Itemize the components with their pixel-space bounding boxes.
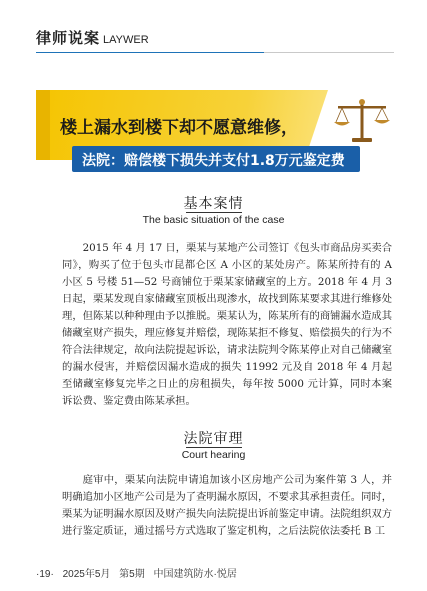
section-divider: [36, 52, 264, 53]
section-divider-gray: [264, 52, 394, 53]
section-heading-court: 法院审理: [183, 431, 244, 447]
section-label: 律师说案: [36, 29, 101, 47]
issue-number: 第5期: [119, 569, 145, 580]
court-hearing-paragraph: 庭审中，栗某向法院申请追加该小区房地产公司为案件第 3 人，并明确追加小区地产公司是为了查明漏水原因，不要求其承担责任。同时，栗某为证明漏水原因及财产损失向法院提出诉前鉴定申请。法院组织双方进行鉴定质证，通过摇号方式选取了鉴定机构，之后法院依法委托 B 工: [62, 474, 392, 537]
heading-rule: [186, 447, 242, 448]
article-title: 楼上漏水到楼下却不愿意维修，: [60, 118, 298, 138]
magazine-name: 中国建筑防水·悦居: [153, 569, 237, 580]
section-label-en: LAYWER: [103, 34, 149, 46]
section-tag: [36, 27, 149, 48]
heading-rule: [186, 212, 242, 213]
scales-of-justice-icon: [332, 96, 392, 146]
section-heading-basic-en: The basic situation of the case: [142, 214, 285, 226]
article-subtitle: 法院：赔偿楼下损失并支付1.8万元鉴定费: [82, 153, 345, 169]
issue-date: 2025年5月: [62, 569, 111, 580]
section-heading-basic: 基本案情: [183, 196, 244, 212]
case-basic-paragraph: 2015 年 4 月 17 日，栗某与某地产公司签订《包头市商品房买卖合同》，购买了位于包头市昆都仑区 A 小区的某处房产。陈某所持有的 A 小区 5 号楼 51—52 号商铺位于栗某家储藏室的上方。2018 年 4 月 3 日起，栗某发现自家储藏室顶板出现渗水，故找到陈某要求其进行维修处理，但陈某以种种理由予以推脱。栗某认为，陈某所有的商铺漏水造成其储藏室财产损失，理应修复并赔偿，现陈某拒不修复、赔偿损失的行为不符合法律规定，故向法院提起诉讼，请求法院判令陈某停止对自己储藏室的漏水侵害，并赔偿因漏水造成的损失 11992 元及自 2018 年 4 月起至储藏室修复完毕之日止的房租损失，每年按 5000 元计算，同时本案诉讼费、鉴定费由陈某承担。: [62, 242, 392, 407]
page-footer: [36, 565, 243, 580]
case-basic-text: [62, 240, 392, 410]
page-number: ·19·: [36, 569, 54, 580]
section-heading-court-en: Court hearing: [181, 449, 246, 461]
court-hearing-text: [62, 472, 392, 540]
